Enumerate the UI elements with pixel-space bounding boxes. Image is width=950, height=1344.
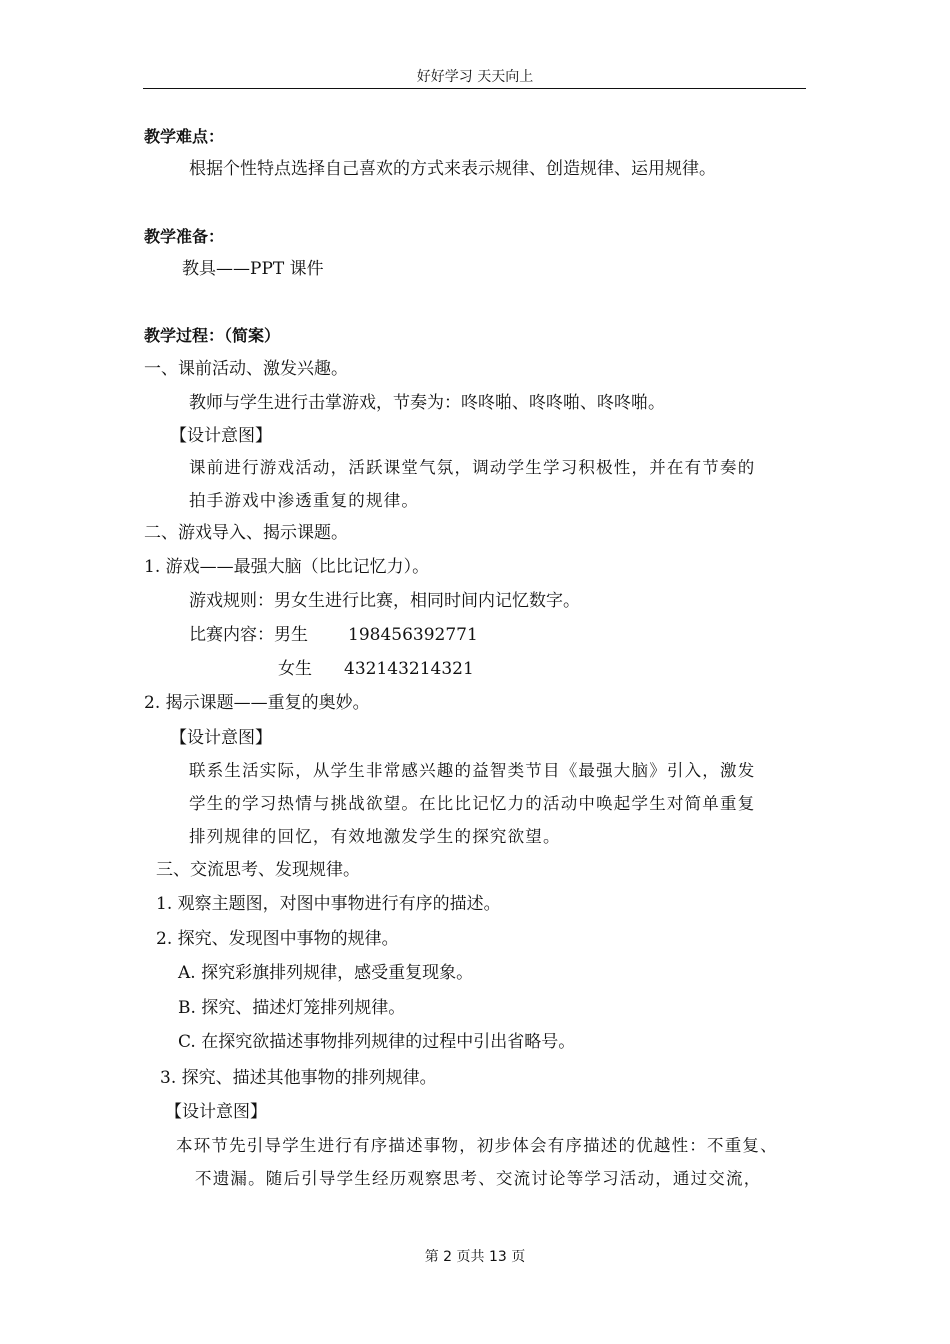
section3-item1: 1. 观察主题图，对图中事物进行有序的描述。	[156, 894, 501, 914]
section3-item-b: B. 探究、描述灯笼排列规律。	[178, 998, 406, 1018]
section2-intent-line2: 学生的学习热情与挑战欲望。在比比记忆力的活动中唤起学生对简单重复	[189, 794, 756, 813]
header-text: 好好学习 天天向上	[416, 69, 534, 85]
difficulty-text: 根据个性特点选择自己喜欢的方式来表示规律、创造规律、运用规律。	[189, 159, 716, 179]
difficulty-heading: 教学难点：	[144, 127, 225, 146]
preparation-heading: 教学准备：	[144, 227, 225, 246]
section2-intent-line1: 联系生活实际，从学生非常感兴趣的益智类节目《最强大脑》引入，激发	[189, 761, 756, 780]
section2-rules: 游戏规则：男女生进行比赛，相同时间内记忆数字。	[189, 591, 580, 611]
section2-item1: 1. 游戏——最强大脑（比比记忆力）。	[144, 557, 430, 577]
boys-number: 198456392771	[348, 625, 478, 645]
section2-intent-line3: 排列规律的回忆，有效地激发学生的探究欲望。	[189, 827, 561, 846]
process-heading: 教学过程：（简案）	[144, 326, 281, 345]
section1-title: 一、课前活动、激发兴趣。	[144, 359, 348, 379]
girls-label: 女生	[278, 659, 312, 679]
section2-content-label: 比赛内容：男生	[189, 625, 308, 645]
section3-item2: 2. 探究、发现图中事物的规律。	[156, 929, 399, 949]
section1-text: 教师与学生进行击掌游戏，节奏为：咚咚啪、咚咚啪、咚咚啪。	[189, 393, 665, 413]
girls-number: 432143214321	[344, 659, 474, 679]
section1-intent-line1: 课前进行游戏活动，活跃课堂气氛，调动学生学习积极性，并在有节奏的	[189, 458, 756, 477]
section3-item3: 3. 探究、描述其他事物的排列规律。	[160, 1068, 437, 1088]
section1-intent-line2: 拍手游戏中渗透重复的规律。	[189, 491, 420, 510]
page-number: 第 2 页共 13 页	[424, 1249, 526, 1265]
section1-intent-label: 【设计意图】	[170, 426, 272, 446]
section2-title: 二、游戏导入、揭示课题。	[144, 523, 348, 543]
section2-intent-label: 【设计意图】	[170, 728, 272, 748]
section3-item-a: A. 探究彩旗排列规律，感受重复现象。	[178, 963, 474, 983]
section3-item-c: C. 在探究欲描述事物排列规律的过程中引出省略号。	[178, 1032, 576, 1052]
section3-title: 三、交流思考、发现规律。	[156, 860, 360, 880]
section3-intent-line2: 不遗漏。随后引导学生经历观察思考、交流讨论等学习活动，通过交流，	[195, 1169, 762, 1188]
section3-intent-label: 【设计意图】	[165, 1102, 267, 1122]
section3-intent-line1: 本环节先引导学生进行有序描述事物，初步体会有序描述的优越性：不重复、	[176, 1136, 778, 1155]
section2-item2: 2. 揭示课题——重复的奥妙。	[144, 693, 370, 713]
header-divider	[143, 88, 806, 89]
preparation-text: 教具——PPT 课件	[182, 259, 324, 279]
